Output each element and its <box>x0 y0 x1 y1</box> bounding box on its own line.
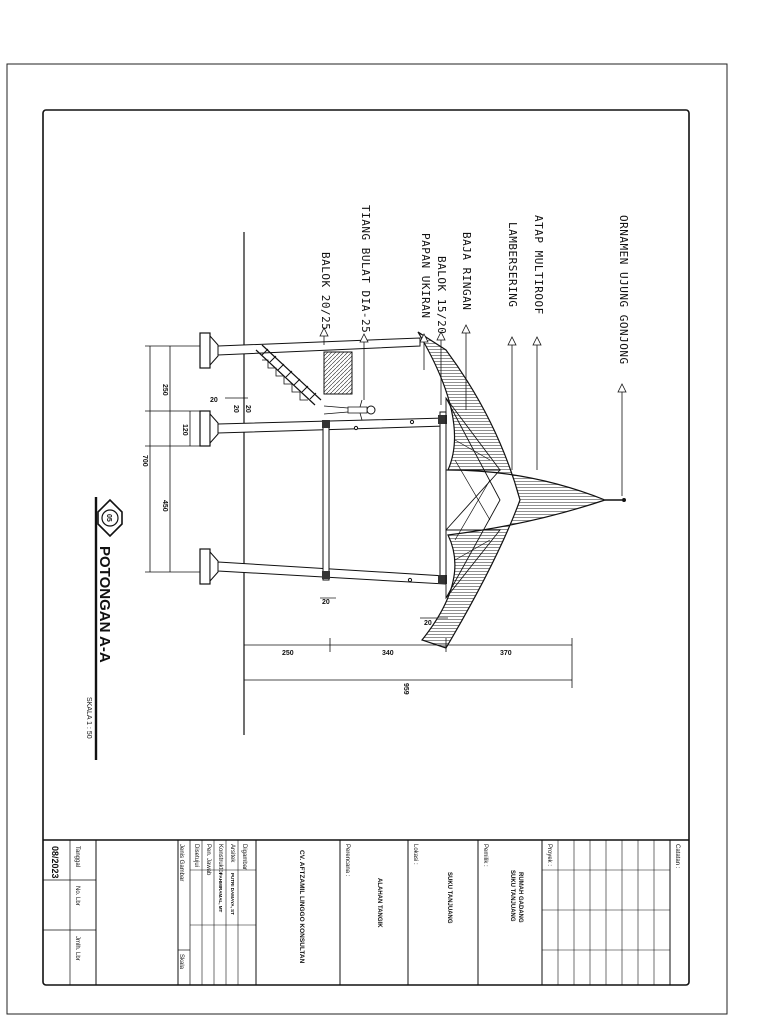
tb-label: Lokasi : <box>412 844 418 865</box>
tb-label: No. Lbr <box>74 886 80 906</box>
human-figure-icon <box>324 400 375 420</box>
callout-label: BALOK 15/20 <box>435 256 448 335</box>
dimension-text: 450 <box>161 500 168 512</box>
tb-label: Skala <box>178 954 184 970</box>
tb-value: RUMAH GADANG <box>517 872 523 923</box>
dimension-text: 20 <box>424 620 432 627</box>
beam-section <box>322 571 330 579</box>
callout-label: BAJA RINGAN <box>460 232 473 311</box>
tb-value: SUKU TANJUANG <box>509 870 515 922</box>
beam-section <box>322 420 330 428</box>
dimension-text: 340 <box>382 650 394 657</box>
tb-value: ALAHAN TANGIK <box>376 878 382 928</box>
tb-label: Perencana : <box>344 844 350 877</box>
callout-label: ATAP MULTIROOF <box>532 215 545 315</box>
tb-label: Jmlh. Lbr <box>74 936 80 961</box>
dimension-text: 700 <box>141 455 148 467</box>
column <box>218 338 420 355</box>
tb-label: Arsitek <box>229 844 235 863</box>
section-symbol <box>98 500 122 536</box>
dimension-text: 20 <box>244 405 251 413</box>
dimension-text: 120 <box>181 424 188 436</box>
title-block <box>43 840 680 985</box>
tb-label: Proyek : <box>546 844 552 867</box>
drawing-scale: SKALA 1 : 50 <box>85 697 92 739</box>
drawing-title: POTONGAN A-A <box>96 546 113 663</box>
tb-label: Pemilik : <box>482 844 488 867</box>
gonjong-roof <box>418 332 626 648</box>
floor-beam <box>323 422 329 580</box>
vertical-dimensions <box>145 346 200 572</box>
dimension-text: 20 <box>210 397 218 404</box>
callout-label: BALOK 20/25 <box>319 252 332 331</box>
dimension-text: 20 <box>232 405 239 413</box>
tb-label: Disetujui <box>193 844 199 868</box>
tb-date: 08/2023 <box>50 846 60 879</box>
horizontal-dimensions <box>244 638 572 688</box>
tb-label: Digambar <box>241 844 247 871</box>
footing <box>200 411 218 446</box>
tb-value: SUKU TANJUANG <box>446 872 452 924</box>
detail-dot <box>354 426 357 429</box>
dimension-text: 250 <box>161 384 168 396</box>
wall-top-beam <box>440 412 446 582</box>
callout-label: LAMBERSERING <box>506 222 519 308</box>
staircase <box>256 345 321 405</box>
footing <box>200 549 218 584</box>
section-drawing <box>85 205 630 760</box>
dimension-text: 250 <box>282 650 294 657</box>
tb-label: Catatan : <box>674 844 680 869</box>
tb-firm: CV. AFTZAMIL LINGGO KONSULTAN <box>298 850 305 964</box>
detail-dot <box>408 578 411 581</box>
callout-label: ORNAMEN UJUNG GONJONG <box>617 215 630 365</box>
callout-label: PAPAN UKIRAN <box>419 233 432 319</box>
tb-label: Pen. Jawab <box>205 844 211 876</box>
revision-grid <box>542 840 670 985</box>
callout-arrowheads <box>320 325 626 392</box>
callout-label: TIANG BULAT DIA-25 <box>359 205 372 334</box>
tb-label: Tanggal <box>74 846 80 868</box>
carved-panel <box>324 352 352 394</box>
tb-value: FAHMIRAMAL, MT <box>218 873 223 913</box>
dimension-text: 959 <box>402 683 409 695</box>
svg-text:05: 05 <box>105 514 112 522</box>
dimension-text: 370 <box>500 650 512 657</box>
tb-value: PUTRI DAMAYA, ST <box>230 873 235 915</box>
dimension-text: 20 <box>322 599 330 606</box>
footing <box>200 333 218 368</box>
tb-label: Konstruktor <box>217 844 223 875</box>
tb-label: Jenis Gambar <box>178 844 184 882</box>
detail-dot <box>410 420 413 423</box>
